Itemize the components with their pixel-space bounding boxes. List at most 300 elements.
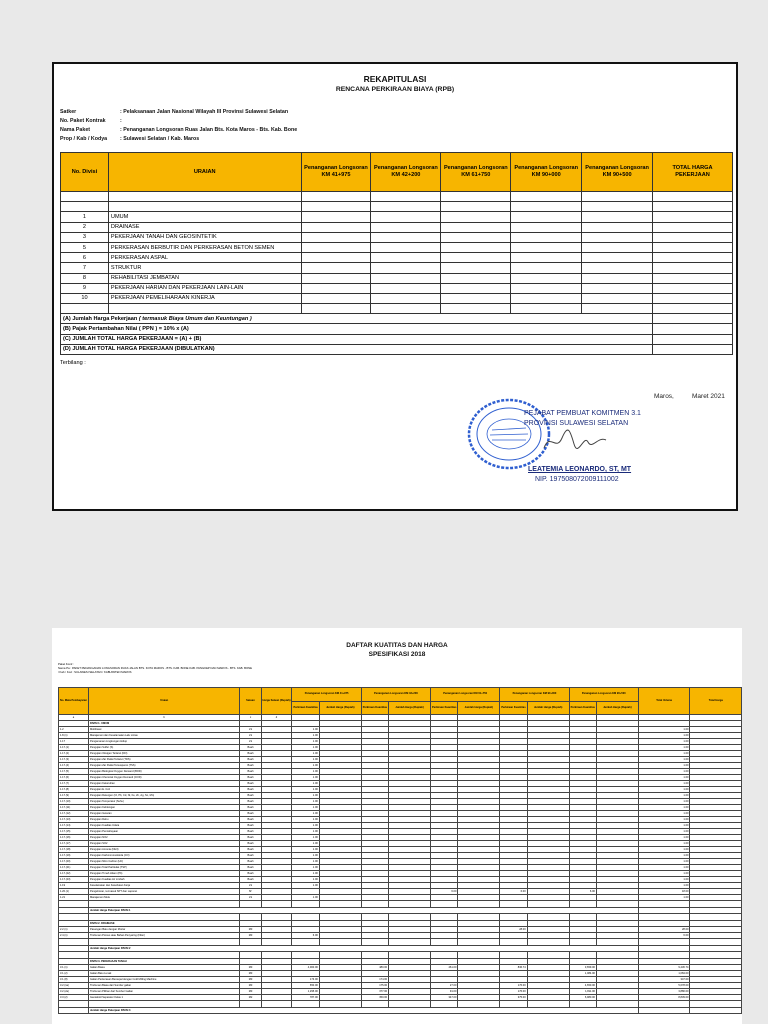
amount-cell <box>371 293 441 303</box>
table-cell <box>88 939 240 946</box>
item-description: Pengujian Sulfur (S) <box>88 745 240 751</box>
quantity-cell: 6.00 <box>500 889 527 895</box>
item-description: DIVISI 2. DRAINASE <box>88 921 240 927</box>
quantity-cell: 1.00 <box>292 757 319 763</box>
quantity-cell: 1.00 <box>292 865 319 871</box>
table-cell <box>292 1001 319 1008</box>
quantity-cell: 1.00 <box>292 811 319 817</box>
table-cell <box>319 901 361 908</box>
subheader: Jumlah Harga (Rupiah) <box>527 701 569 715</box>
item-unit: Buah <box>240 751 261 757</box>
table-cell <box>500 952 527 959</box>
subheader: Jumlah Harga (Rupiah) <box>389 701 431 715</box>
item-unit: Buah <box>240 745 261 751</box>
item-description: Keselamatan dan Kesehatan Kerja <box>88 883 240 889</box>
item-unit: Buah <box>240 865 261 871</box>
table-cell <box>59 914 89 921</box>
subtotal-label: Jumlah Harga Pekerjaan DIVISI 3 <box>88 1008 638 1014</box>
quantity-cell: 1.00 <box>292 727 319 733</box>
item-description: Pengamanan Lingkungan Hidup <box>88 739 240 745</box>
total-volume: 1.00 <box>638 727 690 733</box>
table-cell <box>361 914 388 921</box>
division-name: PEKERJAAN PEMELIHARAAN KINERJA <box>108 293 301 303</box>
item-unit: Buah <box>240 805 261 811</box>
table-cell <box>361 939 388 946</box>
quantity-cell: 1.00 <box>292 871 319 877</box>
item-description: Manajemen Mutu <box>88 895 240 901</box>
table-cell <box>319 1001 361 1008</box>
quantity-cell: 3,659.00 <box>569 965 596 971</box>
table-cell <box>458 952 500 959</box>
item-number: 3.2.(2a) <box>59 989 89 995</box>
amount-cell <box>441 273 511 283</box>
total-volume: 1.00 <box>638 805 690 811</box>
table-cell <box>653 192 733 202</box>
summary-label: (D) JUMLAH TOTAL HARGA PEKERJAAN (DIBULATKAN) <box>63 346 215 353</box>
amount-cell <box>301 293 371 303</box>
item-unit: M3 <box>240 933 261 939</box>
item-number: 1.17.(19) <box>59 853 89 859</box>
item-number: 1.17.(12) <box>59 811 89 817</box>
summary-label-cell <box>61 334 653 344</box>
quantity-cell: 1.00 <box>292 847 319 853</box>
amount-cell <box>582 242 653 252</box>
item-unit: Buah <box>240 817 261 823</box>
item-description: Pengujian Debu <box>88 817 240 823</box>
item-number: 3.2.(1a) <box>59 983 89 989</box>
quantity-cell: 350.00 <box>361 995 388 1001</box>
subtotal-label: Jumlah Harga Pekerjaan DIVISI 1 <box>88 908 638 914</box>
amount-cell <box>371 222 441 232</box>
subheader: Perkiraan Kuantitas <box>569 701 596 715</box>
table-cell <box>261 901 292 908</box>
item-unit: LS <box>240 883 261 889</box>
amount-cell <box>301 212 371 222</box>
division-name: DRAINASE <box>108 222 301 232</box>
item-description: Pengujian Nitro Carbon (HC) <box>88 859 240 865</box>
quantity-cell: 1.00 <box>292 787 319 793</box>
table-cell <box>441 202 511 212</box>
quantity-cell: 176.00 <box>500 983 527 989</box>
amount-cell <box>511 232 582 242</box>
summary-row <box>61 334 733 344</box>
division-number: 2 <box>61 222 109 232</box>
table-cell <box>59 1001 89 1008</box>
amount-cell <box>441 242 511 252</box>
item-unit: M3 <box>240 971 261 977</box>
amount-cell <box>441 253 511 263</box>
summary-label: (A) Jumlah Harga Pekerjaan <box>63 315 138 322</box>
table-cell <box>690 1001 742 1008</box>
quantity-cell: 1,811.00 <box>569 989 596 995</box>
item-unit: Buah <box>240 769 261 775</box>
item-number: 1.17.(16) <box>59 835 89 841</box>
table-row <box>61 304 733 314</box>
item-unit: Buah <box>240 775 261 781</box>
item-unit: Buah <box>240 781 261 787</box>
amount-cell <box>511 293 582 303</box>
quantity-cell: 1.00 <box>292 817 319 823</box>
total-volume: 1.00 <box>638 739 690 745</box>
index-cell: d <box>261 715 292 721</box>
terbilang-label: Terbilang : <box>60 360 86 366</box>
table-cell <box>59 1008 89 1014</box>
table-cell <box>582 192 653 202</box>
item-number: 1.17.(7) <box>59 781 89 787</box>
item-number: 1.17.(13) <box>59 817 89 823</box>
quantity-cell: 1.00 <box>292 823 319 829</box>
amount-cell <box>582 293 653 303</box>
item-number: 1.17.(9) <box>59 793 89 799</box>
daftar-title: DAFTAR KUATITAS DAN HARGA <box>346 642 448 649</box>
item-description: Pengujian Kekeruhan <box>88 781 240 787</box>
table-row <box>61 253 733 263</box>
quantity-cell: 6.00 <box>431 889 458 895</box>
table-row <box>61 242 733 252</box>
table-cell <box>569 901 596 908</box>
column-header: No. Mata Pembayaran <box>59 688 89 715</box>
table-cell <box>88 914 240 921</box>
table-row <box>61 273 733 283</box>
item-number: 1.17.(21) <box>59 865 89 871</box>
total-volume: 1.00 <box>638 871 690 877</box>
column-header: Harga Satuan (Rupiah) <box>261 688 292 715</box>
quantity-cell: 176.00 <box>500 989 527 995</box>
summary-value <box>653 314 733 324</box>
item-number: 1.17.(8) <box>59 787 89 793</box>
table-cell <box>690 901 742 908</box>
table-cell <box>527 939 569 946</box>
item-unit: Buah <box>240 829 261 835</box>
item-number: 1.17.(18) <box>59 847 89 853</box>
item-description: Pengujian Kebisingan <box>88 805 240 811</box>
quantity-cell: 6,980.00 <box>569 995 596 1001</box>
item-number: 1.17.(23) <box>59 877 89 883</box>
amount-cell <box>582 222 653 232</box>
amount-cell <box>582 212 653 222</box>
table-cell <box>88 901 240 908</box>
quantity-cell: 480.00 <box>361 965 388 971</box>
table-cell <box>371 192 441 202</box>
amount-cell <box>301 232 371 242</box>
item-unit: LS <box>240 895 261 901</box>
item-description: Pengujian Temperatur (Suhu) <box>88 799 240 805</box>
total-volume: 1.00 <box>638 811 690 817</box>
total-volume: 1.00 <box>638 883 690 889</box>
quantity-cell: 1.00 <box>292 751 319 757</box>
quantity-cell: 28.00 <box>500 927 527 933</box>
amount-cell <box>511 273 582 283</box>
item-number: 1.17.(5) <box>59 769 89 775</box>
amount-cell <box>301 283 371 293</box>
table-cell <box>292 914 319 921</box>
table-cell <box>240 1001 261 1008</box>
total-volume: 1.00 <box>638 859 690 865</box>
quantity-cell: 1.00 <box>292 805 319 811</box>
table-cell <box>431 939 458 946</box>
amount-cell <box>582 263 653 273</box>
item-unit: LS <box>240 739 261 745</box>
item-description: Mobilisasi <box>88 727 240 733</box>
quantity-cell: 1,084.00 <box>569 971 596 977</box>
index-cell: b <box>88 715 240 721</box>
item-description: Pengujian Zat Padat Terlarut (TDS) <box>88 757 240 763</box>
rekap-meta-nama: Nama Paket : Penanganan Longsoran Ruas Jalan Bts. Kota Maros - Bts. Kab. Bone <box>60 127 298 133</box>
item-number: 1.17.(3) <box>59 757 89 763</box>
item-description: Pengujian Pencahayaan <box>88 829 240 835</box>
table-cell <box>458 914 500 921</box>
table-row <box>61 202 733 212</box>
summary-label: (B) Pajak Pertambahan Nilai ( PPN ) = 10% x (A) <box>63 326 189 333</box>
item-description: Pengujian Amonia (NH3) <box>88 847 240 853</box>
total-volume: 1.00 <box>638 835 690 841</box>
total-volume: 1.00 <box>638 757 690 763</box>
table-cell <box>371 202 441 212</box>
total-volume: 1.00 <box>638 817 690 823</box>
table-cell <box>653 202 733 212</box>
quantity-cell: 347.00 <box>431 995 458 1001</box>
table-row <box>61 283 733 293</box>
table-cell <box>88 952 240 959</box>
item-description: Pengujian Kualitas Udara <box>88 823 240 829</box>
column-header: Penanganan Longsoran KM 42+200 <box>361 688 430 702</box>
quantity-cell: 1.00 <box>292 793 319 799</box>
amount-cell <box>301 242 371 252</box>
item-description: Pengujian Zat Padat Tersuspensi (TSS) <box>88 763 240 769</box>
subheader: Jumlah Harga (Rupiah) <box>596 701 638 715</box>
quantity-cell: 1.00 <box>292 775 319 781</box>
item-number: 1.8.(1) <box>59 733 89 739</box>
amount-cell <box>441 222 511 232</box>
item-description: Timbunan Pilihan dari Sumber Galian <box>88 989 240 995</box>
total-volume: 1.00 <box>638 745 690 751</box>
column-header: Uraian <box>88 688 240 715</box>
amount-cell <box>371 242 441 252</box>
amount-cell <box>301 273 371 283</box>
item-number: 1.17.(10) <box>59 799 89 805</box>
table-cell <box>240 914 261 921</box>
item-description: Galian Biasa <box>88 965 240 971</box>
table-cell <box>653 304 733 314</box>
total-volume: 1.00 <box>638 877 690 883</box>
quantity-cell: 461.00 <box>431 965 458 971</box>
division-name: REHABILITASI JEMBATAN <box>108 273 301 283</box>
quantity-cell: 787.00 <box>292 995 319 1001</box>
item-description: DIVISI 3. PEKERJAAN TANAH <box>88 959 240 965</box>
item-unit: M' <box>240 889 261 895</box>
table-cell <box>389 952 431 959</box>
division-name: PEKERJAAN TANAH DAN GEOSINTETIK <box>108 232 301 242</box>
table-cell <box>59 939 89 946</box>
quantity-cell: 173.00 <box>292 977 319 983</box>
item-description: Pengeboran, termasuk SPT dan Laporan <box>88 889 240 895</box>
division-number: 8 <box>61 273 109 283</box>
item-unit: M3 <box>240 927 261 933</box>
amount-cell <box>301 222 371 232</box>
table-row <box>61 263 733 273</box>
quantity-cell: 1.00 <box>292 733 319 739</box>
amount-cell <box>441 283 511 293</box>
item-description: Pengujian Chemical Oxygen Demand (COD) <box>88 775 240 781</box>
table-cell <box>569 1001 596 1008</box>
quantity-cell: 1.00 <box>292 835 319 841</box>
total-volume: 1.00 <box>638 733 690 739</box>
item-description: Pengujian Karbonmonoksida (CO) <box>88 853 240 859</box>
item-unit: Buah <box>240 877 261 883</box>
amount-cell <box>582 273 653 283</box>
item-unit: Buah <box>240 787 261 793</box>
table-cell <box>500 901 527 908</box>
table-cell <box>582 304 653 314</box>
item-number: 1.19 <box>59 883 89 889</box>
table-cell <box>527 901 569 908</box>
column-header: Satuan <box>240 688 261 715</box>
index-cell: a <box>59 715 89 721</box>
item-description: Pengujian Detergen (Cl, Pb, Cd, Ni, Fe, Zn, Ag, Sn, Mn) <box>88 793 240 799</box>
table-cell <box>319 952 361 959</box>
summary-value <box>653 324 733 334</box>
table-cell <box>292 939 319 946</box>
table-cell <box>441 192 511 202</box>
table-cell <box>431 901 458 908</box>
item-number: 1.21 <box>59 895 89 901</box>
item-unit: Buah <box>240 799 261 805</box>
amount-cell <box>301 253 371 263</box>
total-volume: 347.00 <box>638 977 690 983</box>
summary-row <box>61 324 733 334</box>
amount-cell <box>653 253 733 263</box>
item-description: Geotekstil Separator Kelas 1 <box>88 995 240 1001</box>
quantity-cell: 1.00 <box>292 877 319 883</box>
table-cell <box>458 939 500 946</box>
quantity-cell: 1.00 <box>292 769 319 775</box>
quantity-cell: 174.00 <box>361 977 388 983</box>
column-header: TOTAL HARGA PEKERJAAN <box>653 153 733 192</box>
item-number: 1.17.(17) <box>59 841 89 847</box>
item-unit: M2 <box>240 995 261 1001</box>
division-number: 7 <box>61 263 109 273</box>
amount-cell <box>511 253 582 263</box>
column-header: URAIAN <box>108 153 301 192</box>
table-cell <box>638 939 690 946</box>
item-unit: M3 <box>240 983 261 989</box>
total-volume: 1.00 <box>638 841 690 847</box>
item-number: 1.2 <box>59 727 89 733</box>
column-header: Total Volume <box>638 688 690 715</box>
item-description: Pengujian NO2 <box>88 835 240 841</box>
table-cell <box>596 914 638 921</box>
daftar-table <box>58 687 742 1014</box>
column-header: Penanganan Longsoran KM 41+975 <box>301 153 371 192</box>
amount-cell <box>371 232 441 242</box>
table-cell <box>371 304 441 314</box>
amount-cell <box>653 242 733 252</box>
amount-cell <box>511 283 582 293</box>
quantity-cell: 375.00 <box>500 995 527 1001</box>
summary-label-cell <box>61 324 653 334</box>
quantity-cell: 377.00 <box>361 989 388 995</box>
table-cell <box>500 939 527 946</box>
item-description: Pengujian Oksigen Terlarut (DO) <box>88 751 240 757</box>
table-cell <box>582 202 653 212</box>
rekap-meta-prop: Prop / Kab / Kodya : Sulawesi Selatan / Kab. Maros <box>60 136 200 142</box>
table-cell <box>690 914 742 921</box>
table-cell <box>511 192 582 202</box>
table-cell <box>240 901 261 908</box>
table-cell <box>441 304 511 314</box>
table-cell <box>108 202 301 212</box>
item-unit: Buah <box>240 811 261 817</box>
subheader: Jumlah Harga (Rupiah) <box>458 701 500 715</box>
quantity-cell: 1.00 <box>292 859 319 865</box>
item-number: 1.17.(22) <box>59 871 89 877</box>
table-cell <box>569 939 596 946</box>
sign-place: Maros, <box>654 393 674 400</box>
daftar-meta-line: / Kab / Kod : SULAWESI SELATAN / KABUPATEN MAROS <box>58 670 132 674</box>
column-header: No. Divisi <box>61 153 109 192</box>
table-cell <box>569 914 596 921</box>
table-cell <box>240 952 261 959</box>
item-unit: M3 <box>240 977 261 983</box>
official-nip: NIP. 197508072009111002 <box>535 476 619 483</box>
division-number: 9 <box>61 283 109 293</box>
total-volume: 1.00 <box>638 781 690 787</box>
item-description: Galian Perkerasan Beraspal dengan Cold Milling Machine <box>88 977 240 983</box>
table-row <box>59 1001 742 1008</box>
item-number: 1.20.(1) <box>59 889 89 895</box>
table-cell <box>596 939 638 946</box>
total-volume: 28.00 <box>638 927 690 933</box>
item-description: Pengujian Biological Oxygen Demand (BOD) <box>88 769 240 775</box>
table-cell <box>108 304 301 314</box>
quantity-cell: 1.00 <box>292 883 319 889</box>
item-number: 1.17.(2) <box>59 751 89 757</box>
daftar-meta-line: Nama Pa : PAKET PENANGANAN LONGSORAN RUAS JALAN BTS. KOTA MAROS - BTS. KAB. BONE KAB. PANGKEP DAN MAROS - BTS. KAB. BONE <box>58 666 253 670</box>
item-number: 1.17.(20) <box>59 859 89 865</box>
amount-cell <box>582 232 653 242</box>
subheader: Perkiraan Kuantitas <box>431 701 458 715</box>
amount-cell <box>511 222 582 232</box>
division-name: PERKERASAN BERBUTIR DAN PERKERASAN BETON SEMEN <box>108 242 301 252</box>
total-volume: 9,436.74 <box>638 965 690 971</box>
table-cell <box>261 952 292 959</box>
total-volume: 3,880.00 <box>638 989 690 995</box>
column-header: Total Harga <box>690 688 742 715</box>
table-cell <box>292 952 319 959</box>
item-unit: Buah <box>240 841 261 847</box>
quantity-cell: 1.00 <box>292 841 319 847</box>
table-cell <box>389 939 431 946</box>
amount-cell <box>653 273 733 283</box>
quantity-cell: 27.00 <box>431 983 458 989</box>
quantity-cell: 4,650.00 <box>569 983 596 989</box>
table-cell <box>361 952 388 959</box>
amount-cell <box>371 212 441 222</box>
quantity-cell: 4,000.00 <box>292 965 319 971</box>
table-cell <box>690 939 742 946</box>
table-cell <box>690 952 742 959</box>
amount-cell <box>441 232 511 242</box>
amount-cell <box>582 253 653 263</box>
table-row <box>61 232 733 242</box>
table-cell <box>638 901 690 908</box>
subheader: Perkiraan Kuantitas <box>500 701 527 715</box>
table-cell <box>301 304 371 314</box>
item-number: 2.4.(1) <box>59 933 89 939</box>
item-number: 2.2.(1) <box>59 927 89 933</box>
table-row <box>61 212 733 222</box>
item-number: 3.1.(1) <box>59 965 89 971</box>
